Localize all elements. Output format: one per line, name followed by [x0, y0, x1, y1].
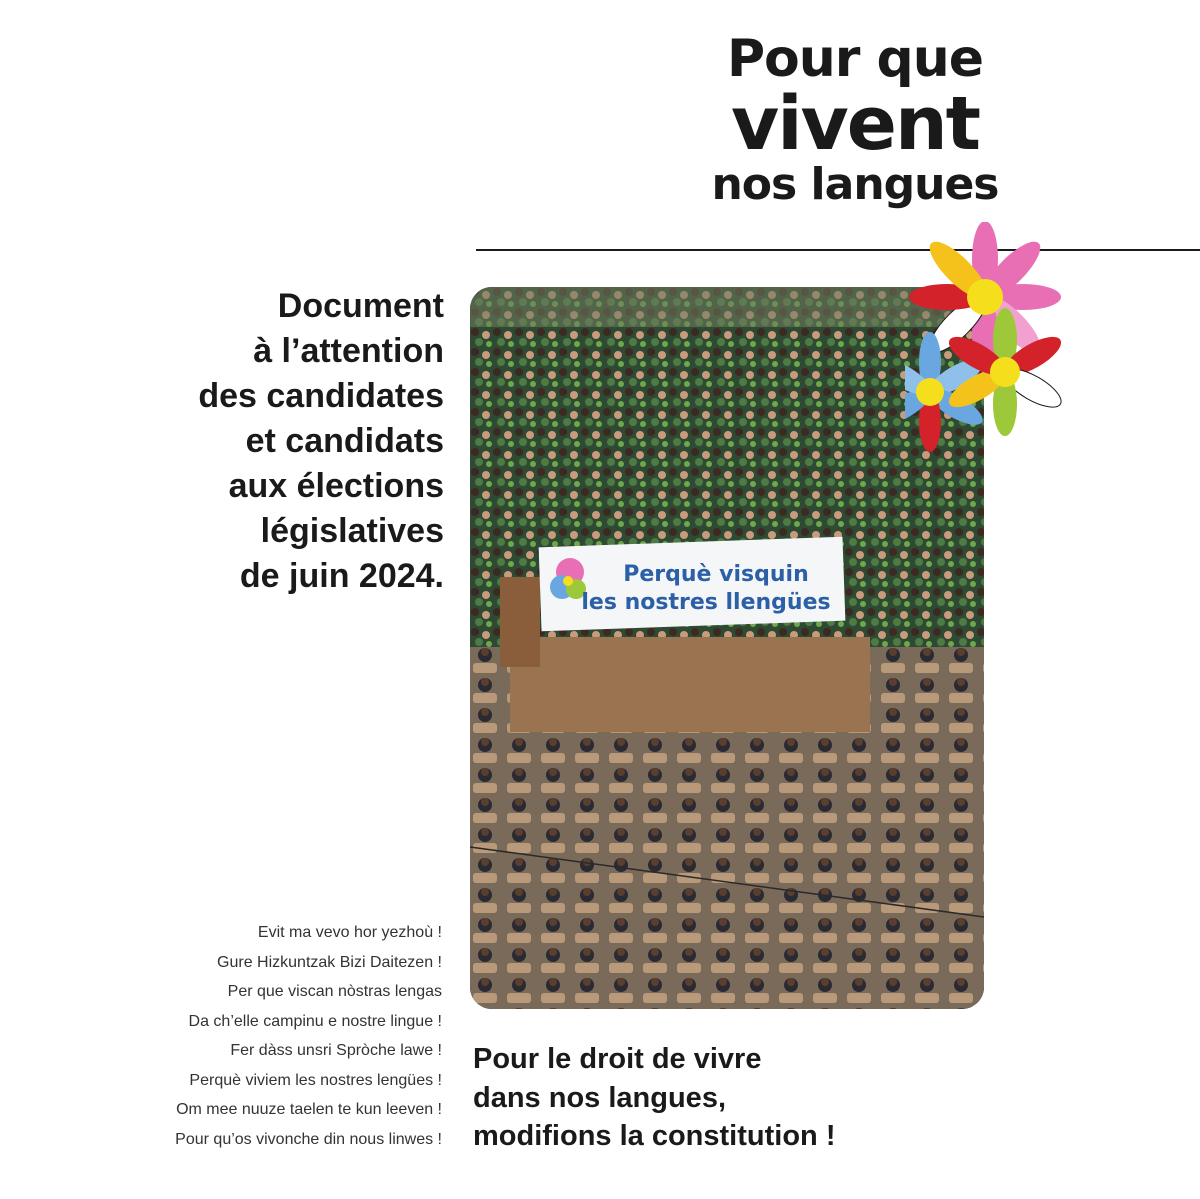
intro-line: Document	[277, 287, 444, 325]
intro-line: des candidates	[198, 377, 444, 415]
slogan-line: Gure Hizkuntzak Bizi Daitezen !	[217, 953, 442, 971]
slogan-line: Om mee nuuze taelen te kun leeven !	[176, 1101, 442, 1118]
banner-line-1: Perquè visquin	[623, 562, 809, 587]
banner-line-2: les nostres llengües	[581, 590, 831, 615]
intro-line: de juin 2024.	[239, 557, 444, 595]
slogan-line: Evit ma vevo hor yezhoù !	[257, 924, 442, 941]
title-line-3: nos langues	[711, 159, 999, 210]
cta-line-1: Pour le droit de vivre	[473, 1043, 762, 1075]
title-line-1: Pour que	[726, 29, 984, 89]
intro-line: législatives	[260, 512, 444, 550]
slogan-line: Da ch’elle campinu e nostre lingue !	[188, 1012, 442, 1030]
cta-line-3: modifions la constitution !	[473, 1120, 836, 1152]
title-line-2: vivent	[730, 81, 980, 167]
intro-text	[198, 284, 444, 599]
intro-line: aux élections	[228, 467, 444, 505]
slogan-line: Perquè viviem les nostres lengües !	[189, 1071, 442, 1089]
call-to-action	[473, 1040, 835, 1156]
slogan-line: Fer dàss unsri Spròche lawe !	[230, 1042, 442, 1059]
intro-line: et candidats	[245, 422, 444, 460]
intro-line: à l’attention	[253, 332, 444, 370]
language-flowers-icon	[905, 222, 1075, 462]
slogan-line: Pour qu’os vivonche din nous linwes !	[175, 1130, 442, 1148]
horizontal-rule	[476, 249, 1200, 251]
slogan-list	[175, 918, 442, 1154]
cta-line-2: dans nos langues,	[473, 1081, 726, 1114]
slogan-line: Per que viscan nòstras lengas	[227, 983, 442, 1000]
page-title	[700, 30, 1010, 210]
